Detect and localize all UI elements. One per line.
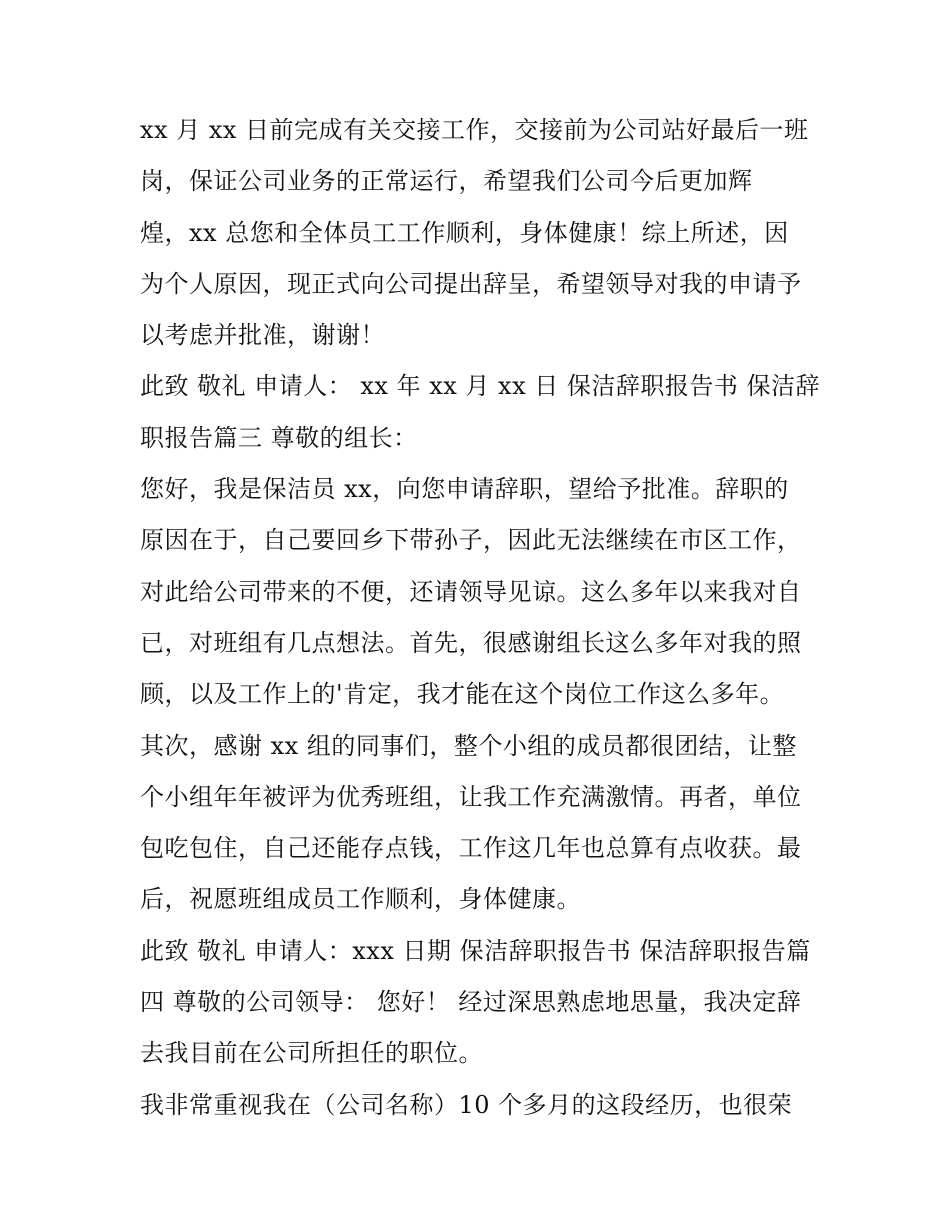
text-line: 原因在于，自己要回乡下带孙子，因此无法继续在市区工作， [140, 526, 802, 555]
text-line: 煌，xx 总您和全体员工工作顺利，身体健康！综上所述，因 [140, 218, 789, 247]
text-line: 您好，我是保洁员 xx，向您申请辞职，望给予批准。辞职的 [140, 475, 789, 504]
text-line: 顾，以及工作上的'肯定，我才能在这个岗位工作这么多年。 [140, 680, 785, 709]
text-line: 其次，感谢 xx 组的同事们，整个小组的成员都很团结，让整 [140, 731, 797, 760]
text-line: 去我目前在公司所担任的职位。 [140, 1039, 483, 1068]
text-line: 以考虑并批准，谢谢！ [140, 321, 385, 350]
text-line: 已，对班组有几点想法。首先，很感谢组长这么多年对我的照 [140, 628, 802, 657]
text-line: 四 尊敬的公司领导： 您好！ 经过深思熟虑地思量，我决定辞 [140, 988, 802, 1017]
text-line: 岗，保证公司业务的正常运行，希望我们公司今后更加辉 [140, 167, 753, 196]
text-line: 后，祝愿班组成员工作顺利，身体健康。 [140, 885, 581, 914]
text-line: 职报告篇三 尊敬的组长： [140, 423, 418, 452]
text-line: 我非常重视我在（公司名称）10 个多月的这段经历，也很荣 [140, 1090, 793, 1119]
text-line: 包吃包住，自己还能存点钱，工作这几年也总算有点收获。最 [140, 834, 802, 863]
text-line: 个小组年年被评为优秀班组，让我工作充满激情。再者，单位 [140, 782, 802, 811]
document-body [140, 105, 820, 1131]
text-line: 此致 敬礼 申请人： xx 年 xx 月 xx 日 保洁辞职报告书 保洁辞 [140, 372, 820, 401]
text-line: 为个人原因，现正式向公司提出辞呈，希望领导对我的申请予 [140, 269, 802, 298]
text-line: xx 月 xx 日前完成有关交接工作，交接前为公司站好最后一班 [140, 116, 809, 144]
text-line: 此致 敬礼 申请人：xxx 日期 保洁辞职报告书 保洁辞职报告篇 [140, 936, 811, 965]
text-line: 对此给公司带来的不便，还请领导见谅。这么多年以来我对自 [140, 577, 802, 606]
